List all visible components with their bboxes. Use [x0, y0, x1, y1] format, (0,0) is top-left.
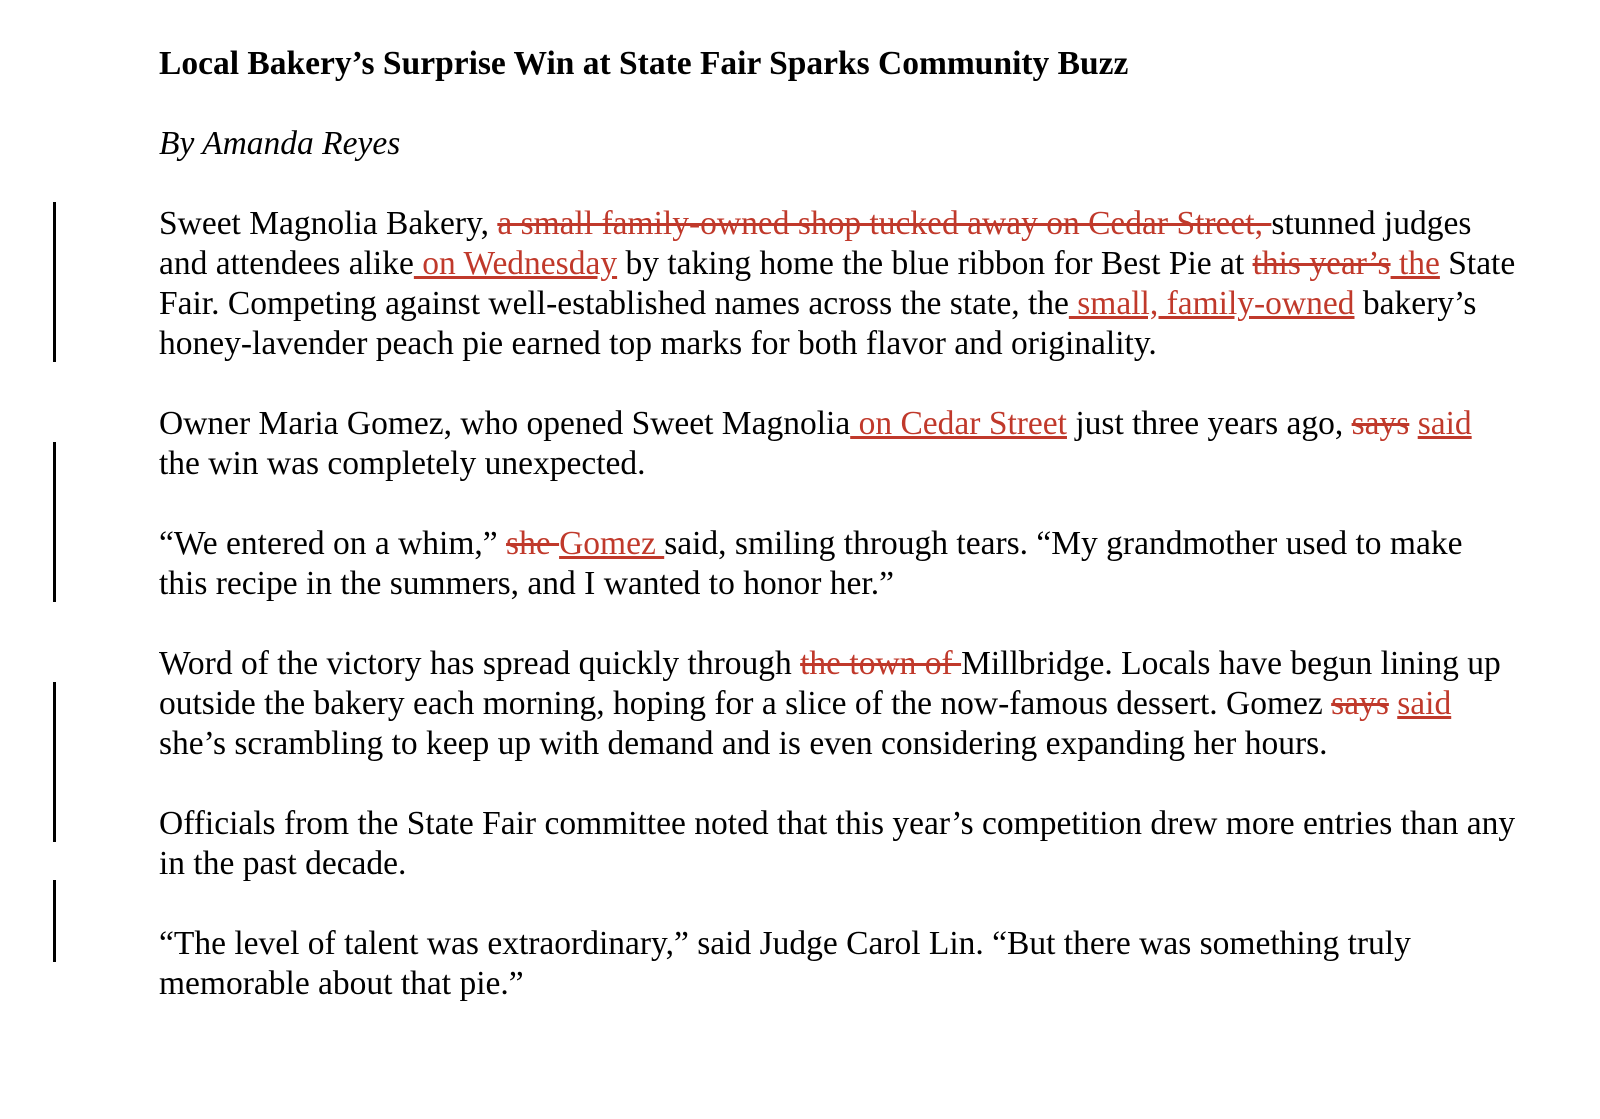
- paragraph: [159, 924, 1519, 1004]
- paragraph: [159, 644, 1519, 764]
- paragraph: [159, 204, 1519, 364]
- change-bar: [53, 682, 56, 842]
- article-title: Local Bakery’s Surprise Win at State Fair Sparks Community Buzz: [159, 45, 1129, 82]
- article-byline: By Amanda Reyes: [159, 125, 401, 162]
- paragraph-text: “We entered on a whim,”: [159, 525, 507, 562]
- tracked-deletion: this year’s: [1252, 245, 1391, 282]
- paragraph-text: she’s scrambling to keep up with demand and is even considering expanding her hours.: [159, 725, 1328, 762]
- tracked-deletion: the town of: [800, 645, 962, 682]
- tracked-insertion: on Cedar Street: [850, 405, 1067, 442]
- paragraph: [159, 524, 1519, 604]
- paragraph-text: stunned judges and attendees alike: [159, 205, 1472, 282]
- paragraph-text: just three years ago,: [1066, 405, 1352, 442]
- paragraph-text: Millbridge. Locals have begun lining up outside the bakery each morning, hoping for a slice of the now-famous dessert. Gomez: [159, 645, 1501, 722]
- tracked-deletion: a small family-owned shop tucked away on Cedar Street,: [497, 205, 1272, 242]
- tracked-insertion: small, family-owned: [1068, 285, 1355, 322]
- document-body: [159, 44, 1519, 1044]
- paragraph-text: Owner Maria Gomez, who opened Sweet Magnolia: [159, 405, 851, 442]
- paragraph-text: Word of the victory has spread quickly through: [159, 645, 801, 682]
- tracked-insertion: the: [1390, 245, 1440, 282]
- tracked-insertion: Gomez: [559, 525, 665, 562]
- paragraph-text: said, smiling through tears. “My grandmother used to make this recipe in the summers, and I wanted to honor her.”: [159, 525, 1463, 602]
- change-bar: [53, 202, 56, 362]
- paragraph: [159, 404, 1519, 484]
- article-paragraphs: [159, 204, 1519, 1004]
- tracked-insertion: said: [1397, 685, 1452, 722]
- paragraph-text: [1389, 685, 1397, 722]
- change-bar: [53, 442, 56, 602]
- paragraph-text: Officials from the State Fair committee noted that this year’s competition drew more entries than any in the past decade.: [159, 805, 1516, 882]
- paragraph-text: [1409, 405, 1417, 442]
- paragraph-text: the win was completely unexpected.: [159, 445, 646, 482]
- paragraph-text: State Fair. Competing against well-established names across the state, the: [159, 245, 1516, 322]
- paragraph-text: “The level of talent was extraordinary,” said Judge Carol Lin. “But there was something truly memorable about that pie.”: [159, 925, 1411, 1002]
- tracked-insertion: on Wednesday: [413, 245, 618, 282]
- paragraph: [159, 804, 1519, 884]
- tracked-insertion: said: [1417, 405, 1472, 442]
- tracked-deletion: says: [1351, 405, 1410, 442]
- change-bar: [53, 880, 56, 962]
- tracked-deletion: says: [1331, 685, 1389, 722]
- tracked-deletion: she: [506, 525, 560, 562]
- paragraph-text: Sweet Magnolia Bakery,: [159, 205, 498, 242]
- paragraph-text: bakery’s honey-lavender peach pie earned top marks for both flavor and originality.: [159, 285, 1477, 362]
- paragraph-text: by taking home the blue ribbon for Best Pie at: [617, 245, 1253, 282]
